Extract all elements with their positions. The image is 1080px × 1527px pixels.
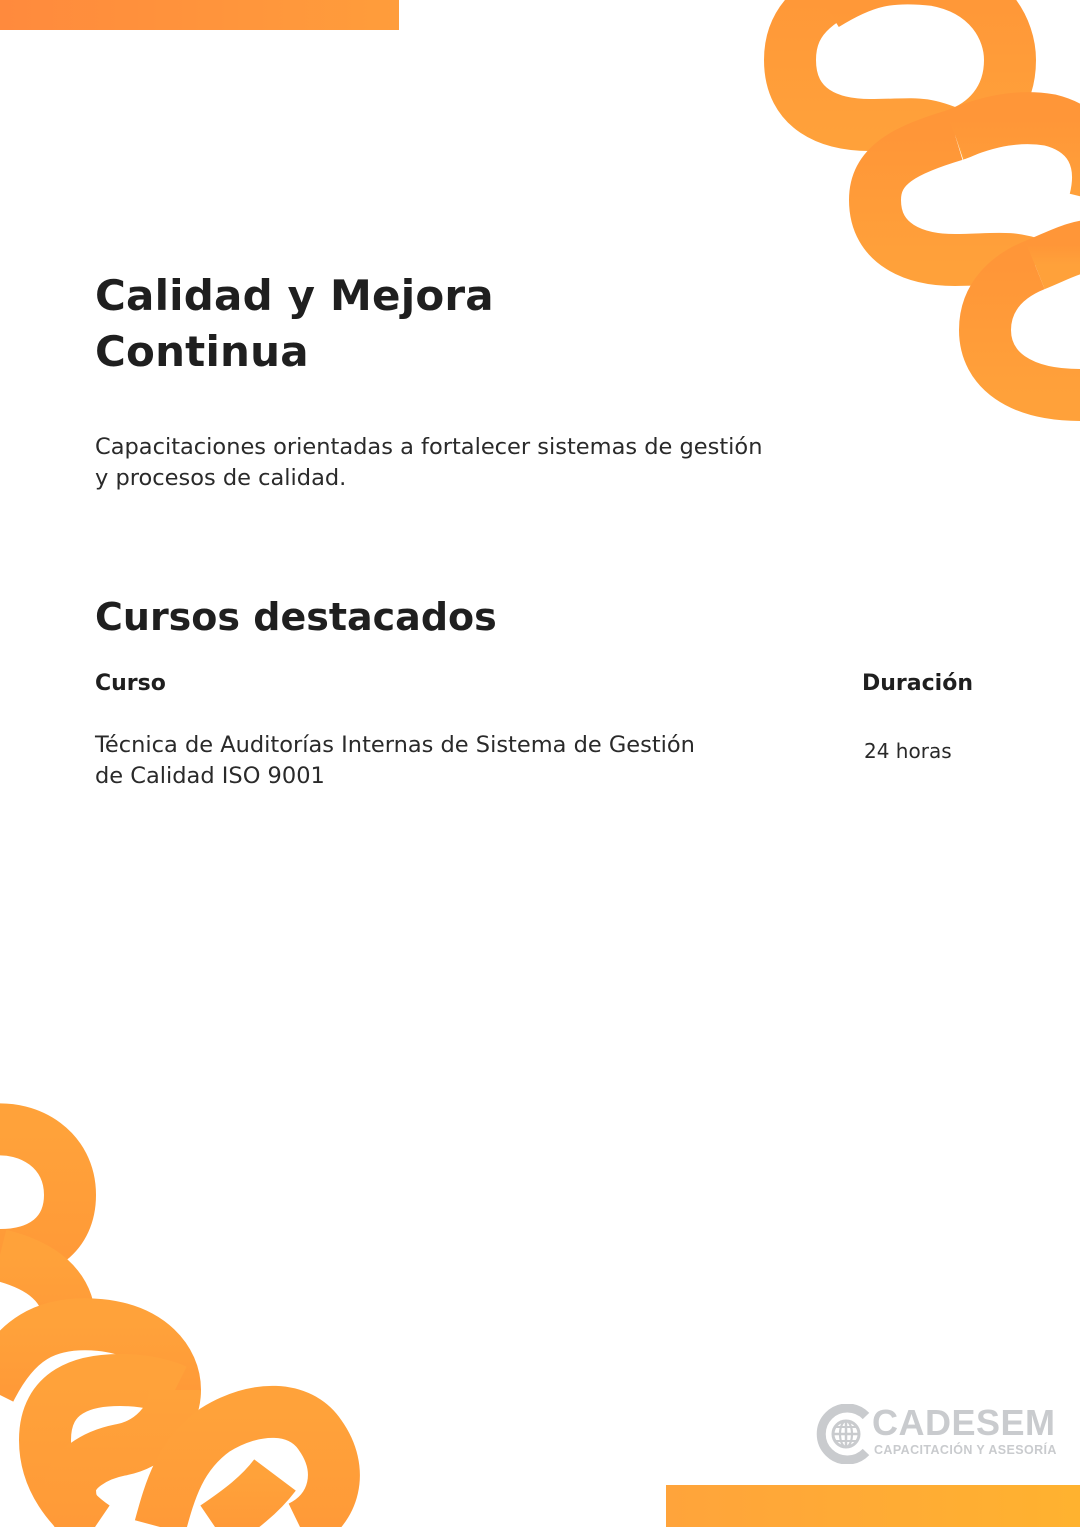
column-header-duration: Duración xyxy=(862,671,973,696)
course-name-cell: Técnica de Auditorías Internas de Sistema de Gestión de Calidad ISO 9001 xyxy=(95,732,695,789)
table-row xyxy=(95,730,985,800)
swirl-decoration-top-right xyxy=(690,0,1080,430)
bottom-accent-bar xyxy=(666,1485,1080,1527)
table-header xyxy=(95,668,985,702)
page-title-line-2: Continua xyxy=(95,327,309,376)
course-duration-cell: 24 horas xyxy=(864,739,952,763)
intro-paragraph: Capacitaciones orientadas a fortalecer sistemas de gestión y procesos de calidad. xyxy=(95,434,763,491)
top-accent-bar xyxy=(0,0,399,30)
company-logo xyxy=(816,1402,1057,1468)
column-header-course: Curso xyxy=(95,671,166,696)
globe-c-icon xyxy=(816,1404,874,1464)
swirl-decoration-bottom-left xyxy=(0,1090,380,1527)
page-title-line-1: Calidad y Mejora xyxy=(95,271,494,320)
featured-courses-heading: Cursos destacados xyxy=(95,595,497,639)
logo-wordmark: CADESEM xyxy=(872,1402,1056,1443)
logo-tagline: CAPACITACIÓN Y ASESORÍA xyxy=(874,1443,1057,1457)
page-title xyxy=(95,268,655,380)
course-table xyxy=(95,668,985,800)
